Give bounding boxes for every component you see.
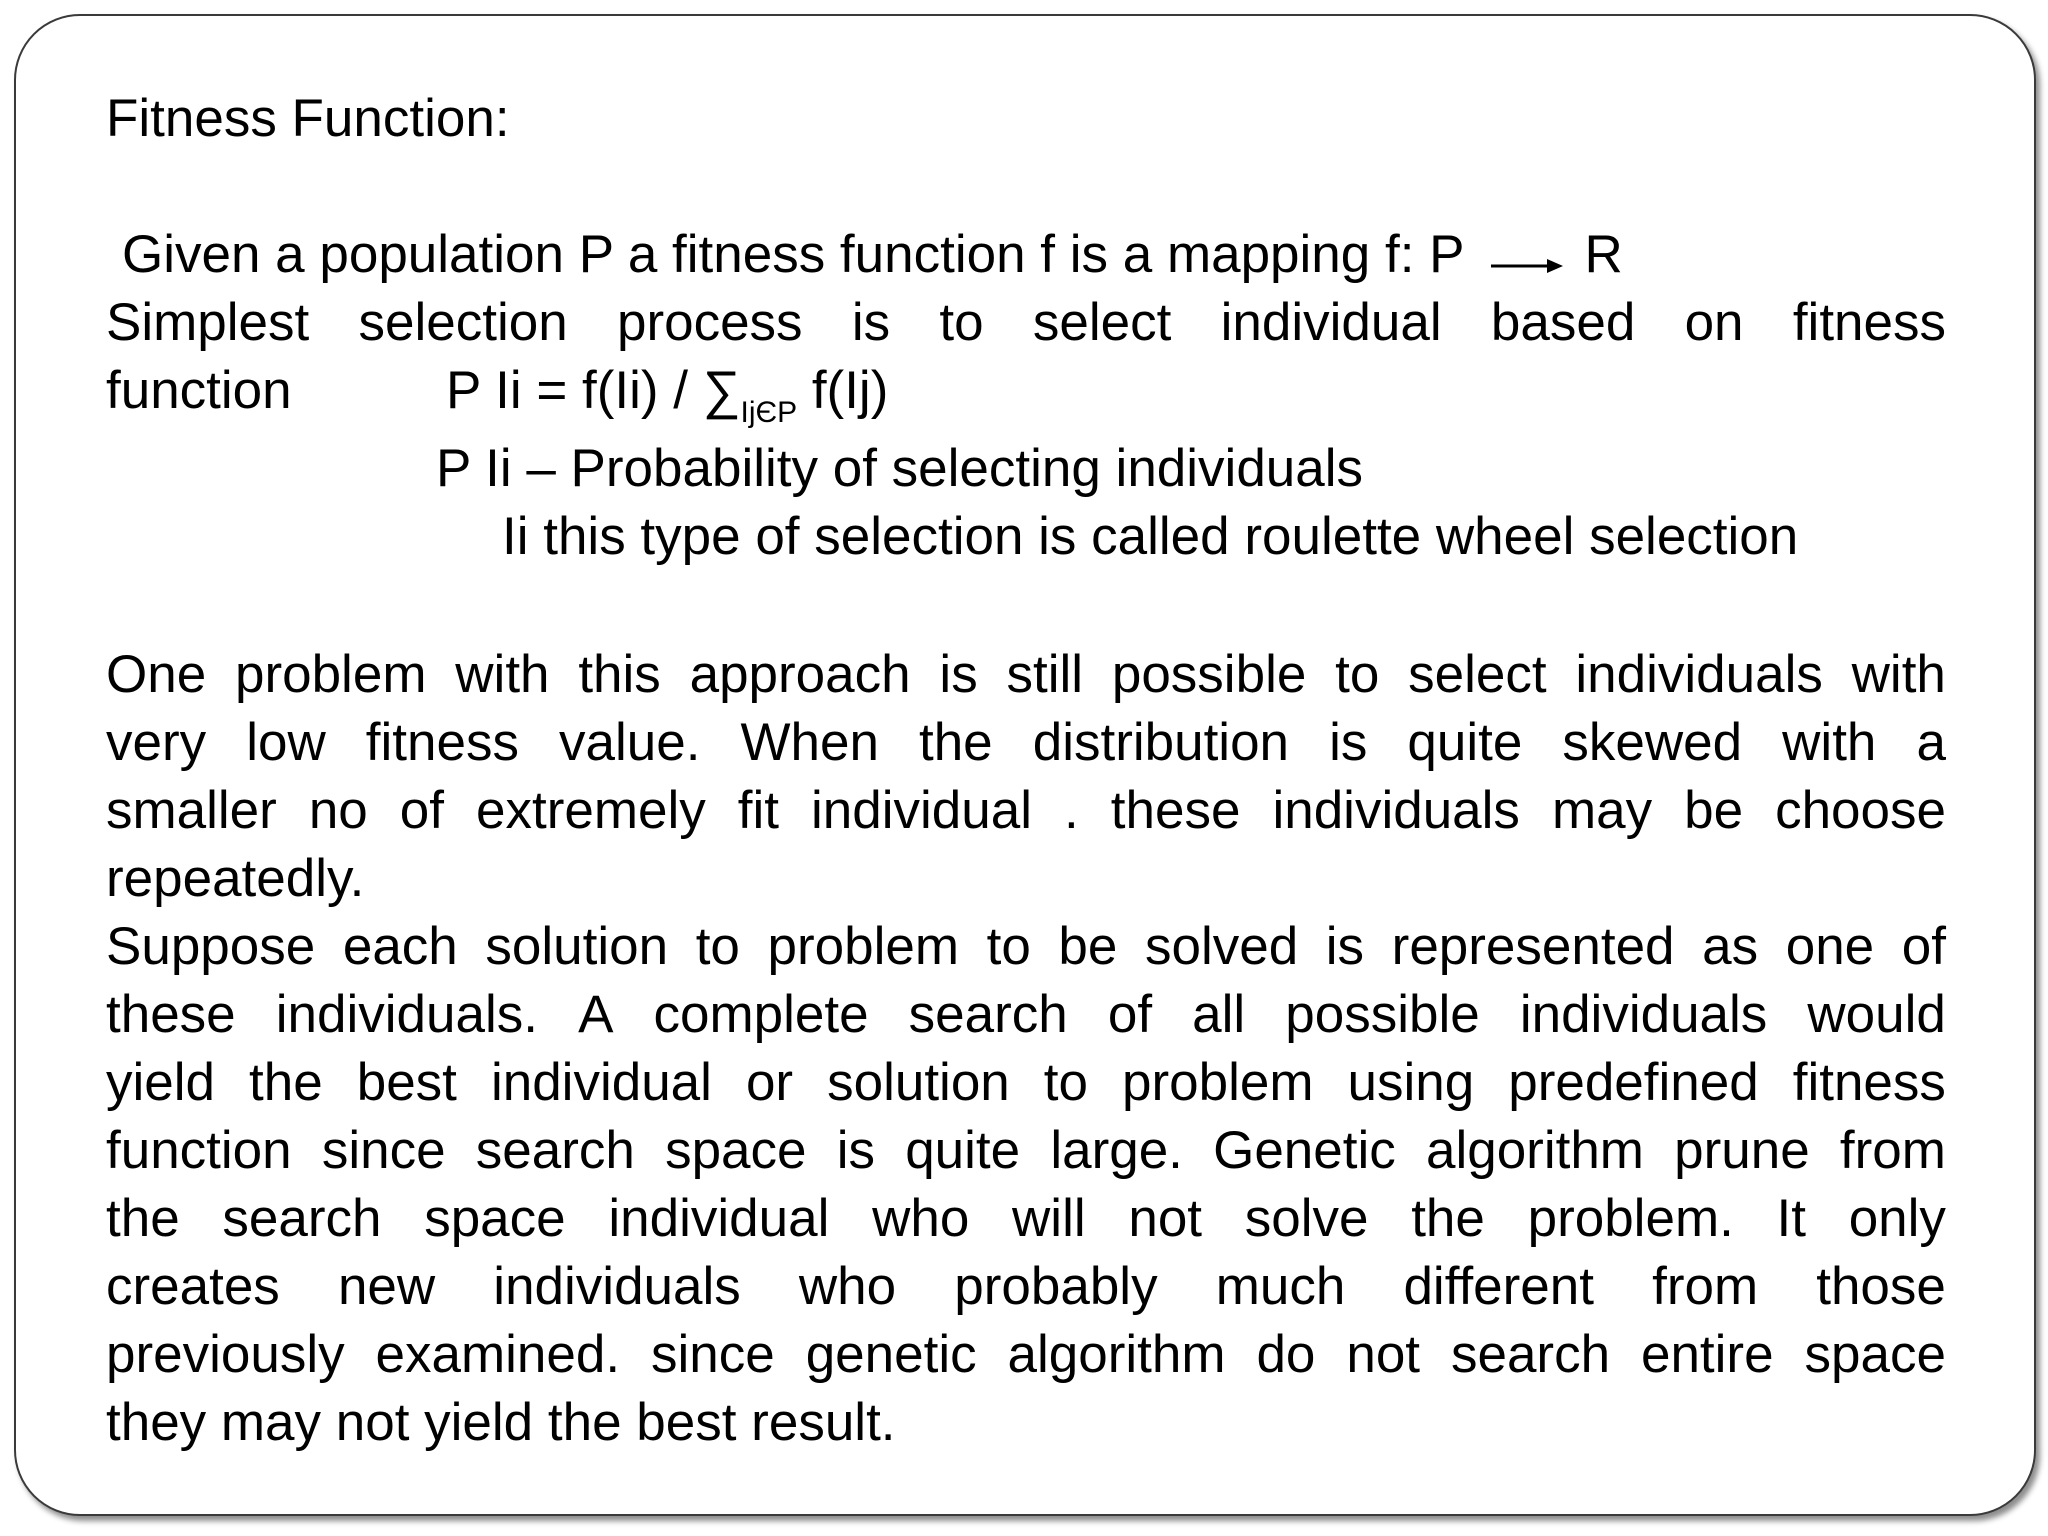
word: since: [651, 1325, 775, 1384]
word: to: [695, 917, 740, 976]
word: from: [1652, 1257, 1759, 1316]
definition-line: [122, 225, 1623, 285]
word: function: [106, 1121, 292, 1180]
paragraph-2-line-6: [106, 1257, 1946, 1316]
paragraph-2-line-4: [106, 1121, 1946, 1180]
word: Simplest: [106, 293, 310, 352]
paragraph-1-line-3: [106, 781, 1946, 840]
word: the: [249, 1053, 323, 1112]
word: search: [475, 1121, 635, 1180]
word: based: [1490, 293, 1636, 352]
slide-title: Fitness Function:: [106, 89, 510, 148]
word: this: [578, 645, 661, 704]
word: be: [1058, 917, 1118, 976]
word: Genetic: [1213, 1121, 1396, 1180]
word: problem: [234, 645, 427, 704]
paragraph-2-line-2: [106, 985, 1946, 1044]
word: one: [1785, 917, 1875, 976]
formula-tail: f(Ij): [797, 361, 889, 420]
word: the: [918, 713, 993, 772]
paragraph-2-line-7: [106, 1325, 1946, 1384]
word: low: [246, 713, 326, 772]
word: or: [745, 1053, 794, 1112]
word: genetic: [805, 1325, 977, 1384]
word: One: [106, 645, 207, 704]
word: smaller: [106, 781, 277, 840]
word: choose: [1775, 781, 1946, 840]
arrow-right-icon: [1491, 232, 1563, 285]
formula-subscript: IjЄP: [740, 396, 798, 429]
formula: [446, 361, 889, 429]
word: would: [1807, 985, 1946, 1044]
word: creates: [106, 1257, 280, 1316]
formula-note-2: Ii this type of selection is called roulette wheel selection: [502, 507, 1799, 566]
word: extremely: [476, 781, 706, 840]
word: predefined: [1508, 1053, 1759, 1112]
word: individuals: [493, 1257, 741, 1316]
word: fit: [737, 781, 779, 840]
word: these: [1110, 781, 1241, 840]
word: those: [1816, 1257, 1946, 1316]
word: of: [1901, 917, 1946, 976]
word: space: [1804, 1325, 1946, 1384]
word: selection: [358, 293, 568, 352]
word: all: [1192, 985, 1246, 1044]
word: solved: [1144, 917, 1299, 976]
word: A: [578, 985, 614, 1044]
word: individuals: [1272, 781, 1520, 840]
word: process: [616, 293, 803, 352]
word: no: [308, 781, 368, 840]
word: algorithm: [1007, 1325, 1226, 1384]
word: examined.: [375, 1325, 621, 1384]
word: using: [1347, 1053, 1475, 1112]
word: skewed: [1562, 713, 1743, 772]
word: very: [106, 713, 207, 772]
word: of: [1107, 985, 1153, 1044]
word: algorithm: [1425, 1121, 1644, 1180]
word: approach: [689, 645, 911, 704]
word: complete: [653, 985, 869, 1044]
word: possible: [1111, 645, 1307, 704]
word: to: [986, 917, 1031, 976]
word: these: [106, 985, 236, 1044]
word: is: [836, 1121, 875, 1180]
word: may: [1551, 781, 1653, 840]
word: space: [424, 1189, 566, 1248]
word: individuals.: [275, 985, 538, 1044]
word: possible: [1285, 985, 1480, 1044]
word: who: [872, 1189, 970, 1248]
word: who: [798, 1257, 897, 1316]
word: problem.: [1527, 1189, 1734, 1248]
word: search: [1450, 1325, 1611, 1384]
formula-prefix: function: [106, 361, 292, 420]
word: best: [356, 1053, 457, 1112]
paragraph-1-line-1: [106, 645, 1946, 704]
word: large.: [1050, 1121, 1183, 1180]
word: quite: [905, 1121, 1021, 1180]
definition-text: Given a population P a fitness function f is a mapping f: P: [122, 225, 1465, 284]
word: from: [1839, 1121, 1946, 1180]
word: not: [1346, 1325, 1421, 1384]
word: previously: [106, 1325, 345, 1384]
word: be: [1684, 781, 1744, 840]
word: It: [1776, 1189, 1806, 1248]
word: entire: [1640, 1325, 1774, 1384]
word: will: [1012, 1189, 1086, 1248]
word: quite: [1407, 713, 1523, 772]
word: .: [1064, 781, 1079, 840]
definition-codomain: R: [1584, 225, 1623, 284]
word: still: [1006, 645, 1084, 704]
word: is: [1329, 713, 1368, 772]
word: only: [1848, 1189, 1946, 1248]
selection-line: [106, 293, 1946, 352]
word: since: [321, 1121, 446, 1180]
word: fitness: [1792, 1053, 1946, 1112]
word: fitness: [365, 713, 519, 772]
paragraph-2-line-3: [106, 1053, 1946, 1112]
paragraph-1-line-2: [106, 713, 1946, 772]
paragraph-2-line-8: they may not yield the best result.: [106, 1393, 896, 1452]
word: to: [939, 293, 984, 352]
word: individual: [811, 781, 1032, 840]
word: individual: [1220, 293, 1442, 352]
word: space: [665, 1121, 807, 1180]
word: search: [908, 985, 1068, 1044]
word: select: [1032, 293, 1172, 352]
word: individual: [608, 1189, 830, 1248]
word: When: [740, 713, 879, 772]
word: Suppose: [106, 917, 316, 976]
word: is: [1325, 917, 1365, 976]
paragraph-1-line-4: repeatedly.: [106, 849, 365, 908]
word: each: [342, 917, 458, 976]
word: individual: [490, 1053, 712, 1112]
word: distribution: [1032, 713, 1290, 772]
word: solve: [1244, 1189, 1369, 1248]
paragraph-2-line-1: [106, 917, 1946, 976]
word: is: [851, 293, 891, 352]
paragraph-2-line-5: [106, 1189, 1946, 1248]
word: as: [1702, 917, 1759, 976]
word: yield: [106, 1053, 216, 1112]
word: probably: [954, 1257, 1158, 1316]
word: a: [1916, 713, 1946, 772]
word: new: [337, 1257, 436, 1316]
word: select: [1408, 645, 1547, 704]
word: do: [1256, 1325, 1316, 1384]
word: value.: [559, 713, 701, 772]
word: with: [455, 645, 550, 704]
word: with: [1851, 645, 1946, 704]
word: solution: [827, 1053, 1010, 1112]
word: of: [399, 781, 444, 840]
word: solution: [485, 917, 669, 976]
word: problem: [1122, 1053, 1314, 1112]
word: on: [1684, 293, 1744, 352]
formula-main: P Ii = f(Ii) / ∑: [446, 361, 741, 420]
formula-note-1: P Ii – Probability of selecting individuals: [436, 439, 1364, 498]
word: individuals: [1575, 645, 1823, 704]
word: not: [1128, 1189, 1203, 1248]
word: much: [1215, 1257, 1346, 1316]
word: is: [939, 645, 978, 704]
word: to: [1335, 645, 1380, 704]
word: with: [1782, 713, 1877, 772]
word: to: [1043, 1053, 1088, 1112]
word: represented: [1391, 917, 1675, 976]
word: individuals: [1519, 985, 1768, 1044]
word: problem: [767, 917, 959, 976]
word: search: [222, 1189, 382, 1248]
word: the: [106, 1189, 180, 1248]
word: different: [1403, 1257, 1594, 1316]
word: the: [1411, 1189, 1485, 1248]
word: prune: [1674, 1121, 1810, 1180]
word: fitness: [1792, 293, 1946, 352]
